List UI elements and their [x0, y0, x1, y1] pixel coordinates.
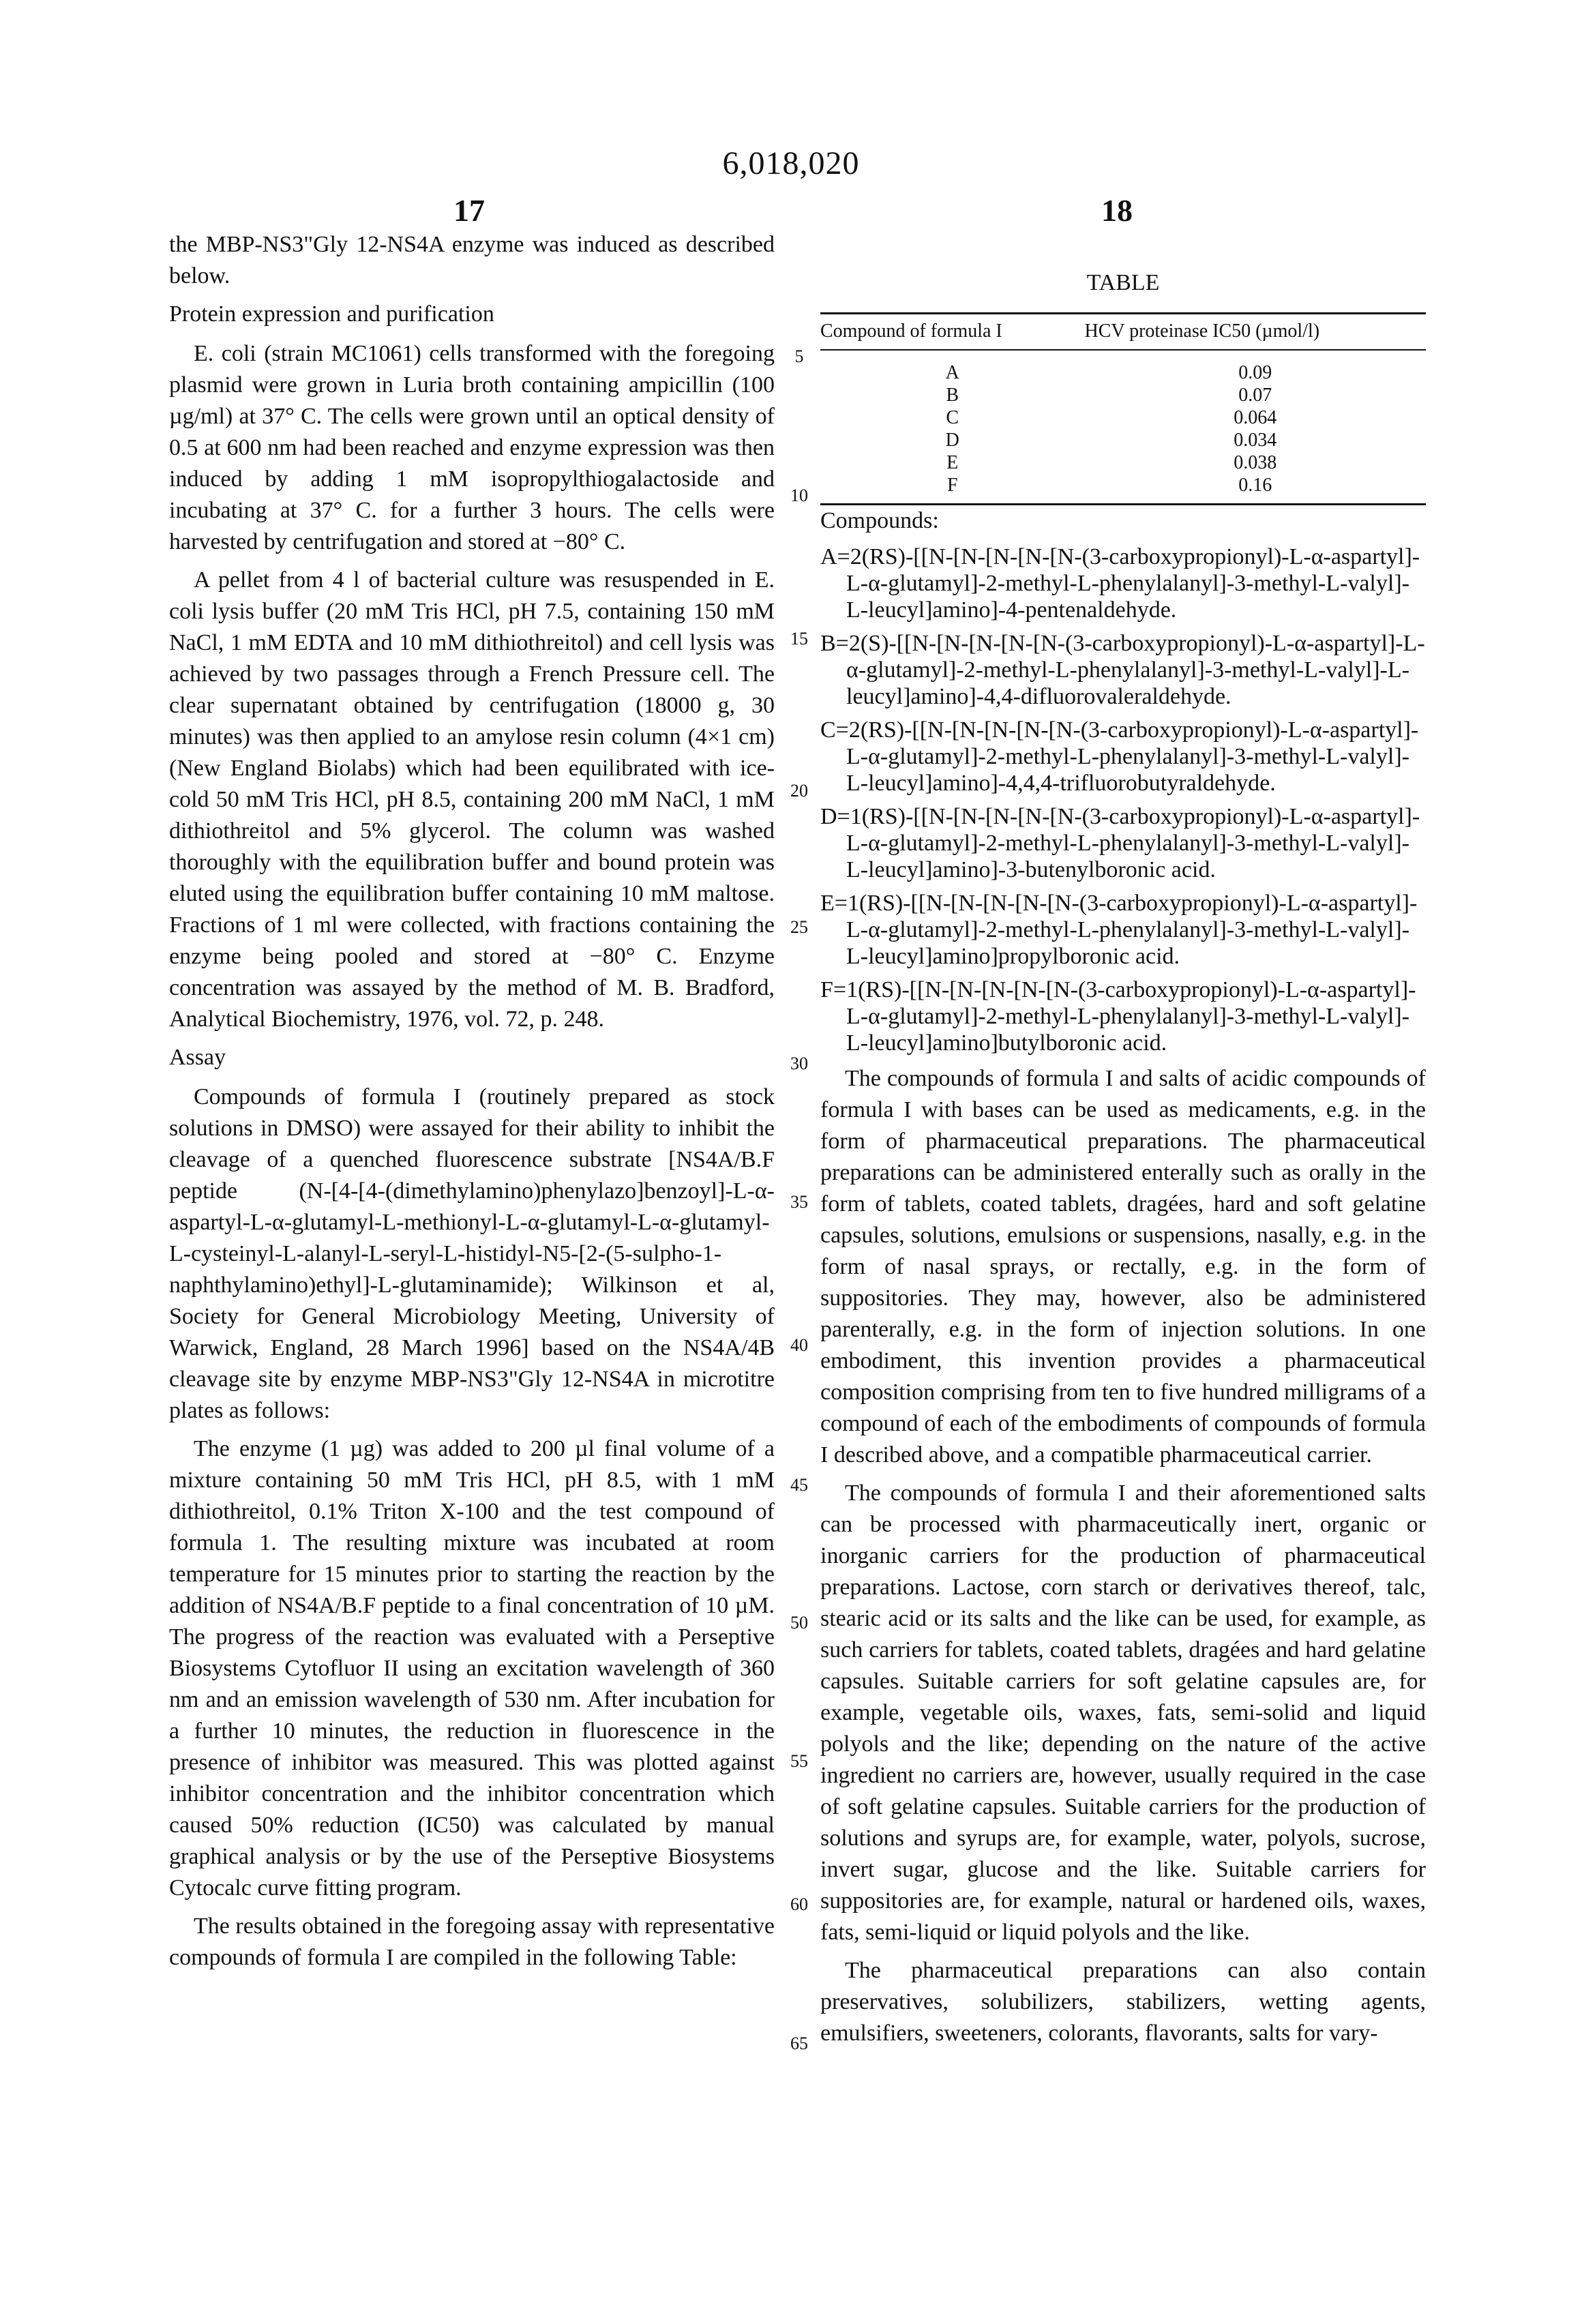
paragraph: A pellet from 4 l of bacterial culture was resuspended in E. coli lysis buffer (20 mM Tris HCl, pH 7.5, containing 150 mM NaCl, 1 mM EDTA and 10 mM dithiothreitol) and cell lysis was achieved by two passages through a French Pressure cell. The clear supernatant obtained by centrifugation (18000 g, 30 minutes) was then applied to an amylose resin column (4×1 cm) (New England Biolabs) which had been equilibrated with ice-cold 50 mM Tris HCl, pH 8.5, containing 200 mM NaCl, 1 mM dithiothreitol and 5% glycerol. The column was washed thoroughly with the equilibration buffer and bound protein was eluted using the equilibration buffer containing 10 mM maltose. Fractions of 1 ml were collected, with fractions containing the enzyme being pooled and stored at −80° C. Enzyme concentration was assayed by the method of M. B. Bradford, Analytical Biochemistry, 1976, vol. 72, p. 248.	[169, 567, 775, 1032]
results-table	[820, 312, 1426, 505]
compounds-heading: Compounds:	[820, 508, 939, 533]
line-number: 15	[790, 629, 808, 649]
table-row	[820, 474, 1426, 505]
table-row	[820, 406, 1426, 429]
ic50-cell: 0.038	[1234, 452, 1277, 473]
table-row	[820, 451, 1426, 474]
table-title: TABLE	[1086, 270, 1160, 295]
compound-definition-f: F=1(RS)-[[N-[N-[N-[N-[N-(3-carboxypropionyl)-L-α-aspartyl]-L-α-glutamyl]-2-methyl-L-phenylalanyl]-3-methyl-L-valyl]-L-leucyl]amino]butylboronic acid.	[820, 977, 1416, 1056]
line-number: 55	[790, 1751, 808, 1771]
paragraph: The results obtained in the foregoing assay with representative compounds of formula I are compiled in the following Table:	[169, 1913, 775, 1970]
line-number: 10	[790, 486, 808, 505]
compound-cell: A	[945, 362, 959, 383]
table-row	[820, 429, 1426, 451]
ic50-cell: 0.07	[1238, 385, 1272, 406]
paragraph: E. coli (strain MC1061) cells transformed with the foregoing plasmid were grown in Luria broth containing ampicillin (100 µg/ml) at 37° C. The cells were grown until an optical density of 0.5 at 600 nm had been reached and enzyme expression was then induced by adding 1 mM isopropylthiogalactoside and incubating at 37° C. for a further 3 hours. The cells were harvested by centrifugation and stored at −80° C.	[169, 341, 775, 554]
ic50-cell: 0.16	[1238, 475, 1272, 496]
line-number: 45	[790, 1475, 808, 1495]
ic50-cell: 0.064	[1234, 407, 1277, 428]
line-number-margin	[784, 0, 814, 2324]
line-number: 25	[790, 917, 808, 937]
paragraph: Compounds of formula I (routinely prepared as stock solutions in DMSO) were assayed for their ability to inhibit the cleavage of a quenched fluorescence substrate [NS4A/B.F peptide (N-[4-[4-(dimethylamino)phenylazo]benzoyl]-L-α-aspartyl-L-α-glutamyl-L-methionyl-L-α-glutamyl-L-α-glutamyl-L-cysteinyl-L-alanyl-L-seryl-L-histidyl-N5-[2-(5-sulpho-1-naphthylamino)ethyl]-L-glutaminamide); Wilkinson et al, Society for General Microbiology Meeting, University of Warwick, England, 28 March 1996] based on the NS4A/4B cleavage site by enzyme MBP-NS3"Gly 12-NS4A in microtitre plates as follows:	[169, 1084, 775, 1423]
ic50-cell: 0.09	[1238, 362, 1272, 383]
table-row	[820, 384, 1426, 406]
left-column	[169, 229, 775, 1980]
line-number: 5	[794, 346, 804, 366]
section-heading: Assay	[169, 1045, 226, 1070]
paragraph: The enzyme (1 µg) was added to 200 µl final volume of a mixture containing 50 mM Tris HCl, pH 8.5, with 1 mM dithiothreitol, 0.1% Triton X-100 and the test compound of formula 1. The resulting mixture was incubated at room temperature for 15 minutes prior to starting the reaction by the addition of NS4A/B.F peptide to a final concentration of 10 µM. The progress of the reaction was evaluated with a Perseptive Biosystems Cytofluor II using an excitation wavelength of 360 nm and an emission wavelength of 530 nm. After incubation for a further 10 minutes, the reduction in fluorescence in the presence of inhibitor was measured. This was plotted against inhibitor concentration and the inhibitor concentration which caused 50% reduction (IC50) was calculated by manual graphical analysis or by the use of the Perseptive Biosystems Cytocalc curve fitting program.	[169, 1436, 775, 1901]
compound-definition-b: B=2(S)-[[N-[N-[N-[N-[N-(3-carboxypropionyl)-L-α-aspartyl]-L-α-glutamyl]-2-methyl-L-phenylalanyl]-3-methyl-L-valyl]-L-leucyl]amino]-4,4-difluorovaleraldehyde.	[820, 631, 1425, 709]
line-number: 30	[790, 1054, 808, 1073]
compound-cell: F	[946, 475, 958, 496]
compound-cell: E	[946, 452, 959, 473]
line-number: 60	[790, 1894, 808, 1914]
right-column	[820, 267, 1426, 2056]
table-header-ic50: HCV proteinase IC50 (µmol/l)	[1084, 321, 1320, 342]
patent-number: 6,018,020	[722, 145, 860, 181]
compound-definition-e: E=1(RS)-[[N-[N-[N-[N-[N-(3-carboxypropionyl)-L-α-aspartyl]-L-α-glutamyl]-2-methyl-L-phenylalanyl]-3-methyl-L-valyl]-L-leucyl]amino]propylboronic acid.	[820, 891, 1418, 969]
line-number: 20	[790, 781, 808, 801]
compound-definition-c: C=2(RS)-[[N-[N-[N-[N-[N-(3-carboxypropionyl)-L-α-aspartyl]-L-α-glutamyl]-2-methyl-L-phenylalanyl]-3-methyl-L-valyl]-L-leucyl]amino]-4,4,4-trifluorobutyraldehyde.	[820, 717, 1419, 796]
compound-cell: B	[946, 385, 959, 406]
compound-definition-a: A=2(RS)-[[N-[N-[N-[N-[N-(3-carboxypropionyl)-L-α-aspartyl]-L-α-glutamyl]-2-methyl-L-phenylalanyl]-3-methyl-L-valyl]-L-leucyl]amino]-4-pentenaldehyde.	[820, 544, 1420, 623]
paragraph: the MBP-NS3"Gly 12-NS4A enzyme was induced as described below.	[169, 232, 775, 288]
line-number: 40	[790, 1335, 808, 1355]
line-number: 35	[790, 1192, 808, 1212]
ic50-cell: 0.034	[1234, 430, 1277, 451]
compound-cell: C	[946, 407, 959, 428]
section-heading: Protein expression and purification	[169, 301, 494, 327]
table-header-row	[820, 314, 1426, 351]
paragraph: The compounds of formula I and salts of acidic compounds of formula I with bases can be used as medicaments, e.g. in the form of pharmaceutical preparations. The pharmaceutical preparations can be administered enterally such as orally in the form of tablets, coated tablets, dragées, hard and soft gelatine capsules, solutions, emulsions or suspensions, nasally, e.g. in the form of nasal sprays, or rectally, e.g. in the form of suppositories. They may, however, also be administered parenterally, e.g. in the form of injection solutions. In one embodiment, this invention provides a pharmaceutical composition comprising from ten to five hundred milligrams of a compound of each of the embodiments of compounds of formula I described above, and a compatible pharmaceutical carrier.	[820, 1066, 1426, 1468]
table-row	[820, 350, 1426, 384]
compound-definition-d: D=1(RS)-[[N-[N-[N-[N-[N-(3-carboxypropionyl)-L-α-aspartyl]-L-α-glutamyl]-2-methyl-L-phenylalanyl]-3-methyl-L-valyl]-L-leucyl]amino]-3-butenylboronic acid.	[820, 804, 1420, 882]
paragraph: The pharmaceutical preparations can also contain preservatives, solubilizers, stabilizers, wetting agents, emulsifiers, sweeteners, colorants, flavorants, salts for vary-	[820, 1958, 1426, 2046]
table-header-compound: Compound of formula I	[820, 321, 1002, 342]
line-number: 65	[790, 2034, 808, 2053]
line-number: 50	[790, 1613, 808, 1633]
page-number-right: 18	[1101, 193, 1133, 228]
compound-cell: D	[945, 430, 959, 451]
page-number-left: 17	[453, 193, 485, 228]
paragraph: The compounds of formula I and their aforementioned salts can be processed with pharmaceutically inert, organic or inorganic carriers for the production of pharmaceutical preparations. Lactose, corn starch or derivatives thereof, talc, stearic acid or its salts and the like can be used, for example, as such carriers for tablets, coated tablets, dragées and hard gelatine capsules. Suitable carriers for soft gelatine capsules are, for example, vegetable oils, waxes, fats, semi-solid and liquid polyols and the like; depending on the nature of the active ingredient no carriers are, however, usually required in the case of soft gelatine capsules. Suitable carriers for the production of solutions and syrups are, for example, water, polyols, sucrose, invert sugar, glucose and the like. Suitable carriers for suppositories are, for example, natural or hardened oils, waxes, fats, semi-liquid or liquid polyols and the like.	[820, 1480, 1426, 1945]
